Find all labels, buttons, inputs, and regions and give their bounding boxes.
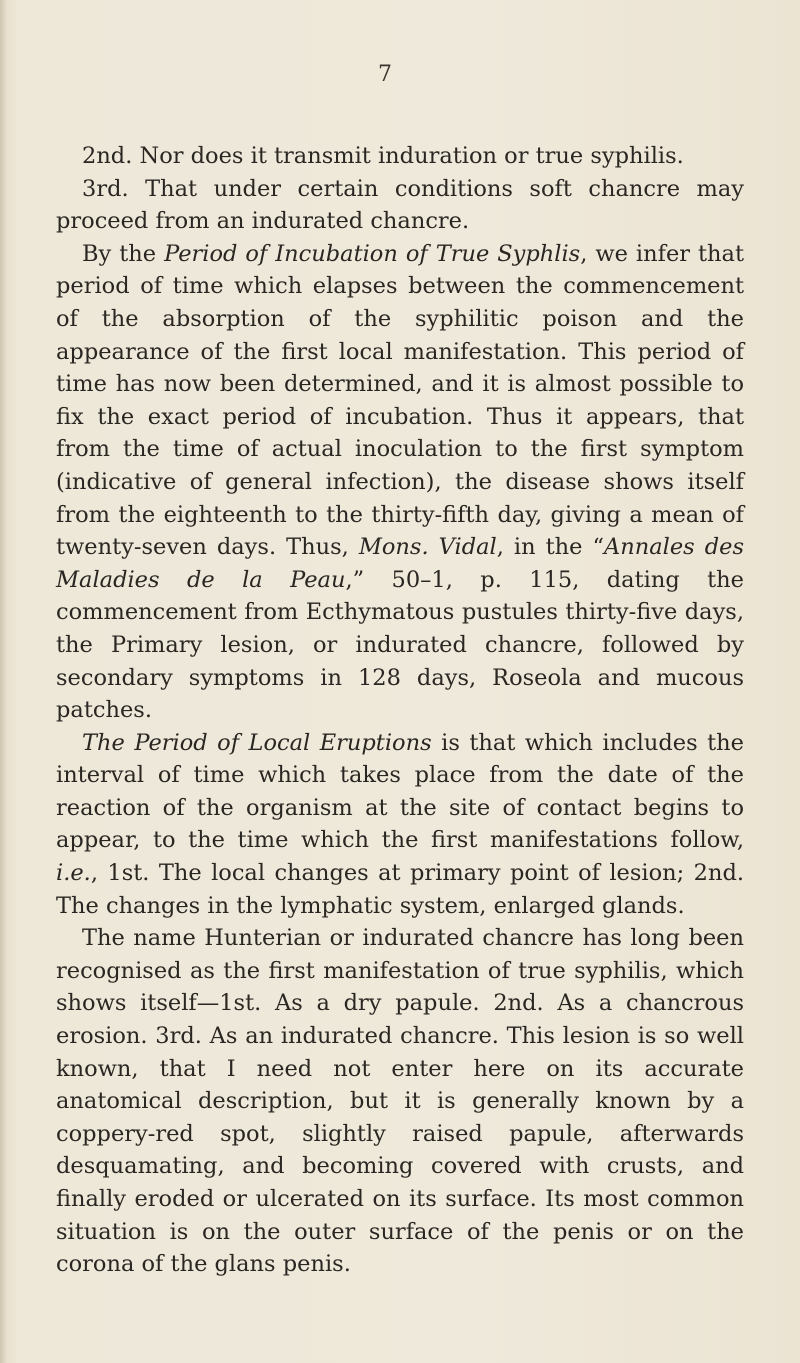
paragraph-p3 — [56, 238, 744, 727]
paragraph-p4 — [56, 727, 744, 923]
text-segment: ,” 50–1, p. 115, dating the commencement from Ecthymatous pustules thirty-five days, the Primary lesion, or indurated chancre, followed by secondary symptoms in 128 days, Roseola and mucous patches. — [56, 566, 744, 724]
text-segment: , we infer that period of time which elapses between the commencement of the absorption of the syphilitic poison and the appearance of the first local manifestation. This period of time has now been determined, and it is almost possible to fix the exact period of incubation. Thus it appears, that from the time of actual inoculation to the first symptom (indicative of general infection), the disease shows itself from the eighteenth to the thirty-fifth day, giving a mean of twenty-seven days. Thus, — [56, 240, 744, 561]
italic-text: Mons. Vidal — [358, 534, 497, 561]
text-segment: 2nd. Nor does it transmit induration or true syphilis. — [82, 143, 684, 169]
italic-text: i.e. — [56, 860, 91, 887]
paragraph-p1 — [56, 140, 744, 173]
text-segment: 3rd. That under certain conditions soft chancre may proceed from an indurated chancre. — [56, 175, 744, 235]
text-segment: The name Hunterian or indurated chancre has long been recognised as the first manifestation of true syphilis, which shows itself—1st. As a dry papule. 2nd. As a chancrous erosion. 3rd. As an indurated chancre. This lesion is so well known, that I need not enter here on its accurate anatomical description, but it is generally known by a coppery-red spot, slightly raised papule, afterwards desquamating, and becoming covered with crusts, and finally eroded or ulcerated on its surface. Its most common situation is on the outer surface of the penis or on the corona of the glans penis. — [56, 925, 744, 1278]
text-segment: By the — [82, 240, 165, 267]
text-segment: is that which includes the interval of time which takes place from the date of the reaction of the organism at the site of contact begins to appear, to the time which the first manifestations follow, — [56, 729, 744, 854]
page-binding-edge — [0, 0, 6, 1363]
italic-text: Period of Incubation of True Syphlis — [164, 240, 581, 267]
text-segment: , in the “ — [496, 534, 604, 561]
page-number: 7 — [378, 62, 392, 87]
italic-text: The Period of Local Eruptions — [82, 729, 432, 756]
paragraph-p2 — [56, 173, 744, 238]
paragraph-p5 — [56, 922, 744, 1281]
text-segment: , 1st. The local changes at primary point of lesion; 2nd. The changes in the lymphatic system, enlarged glands. — [56, 860, 744, 919]
body-text — [56, 140, 744, 1281]
italic-text: Annales des Maladies de la Peau — [56, 534, 744, 593]
